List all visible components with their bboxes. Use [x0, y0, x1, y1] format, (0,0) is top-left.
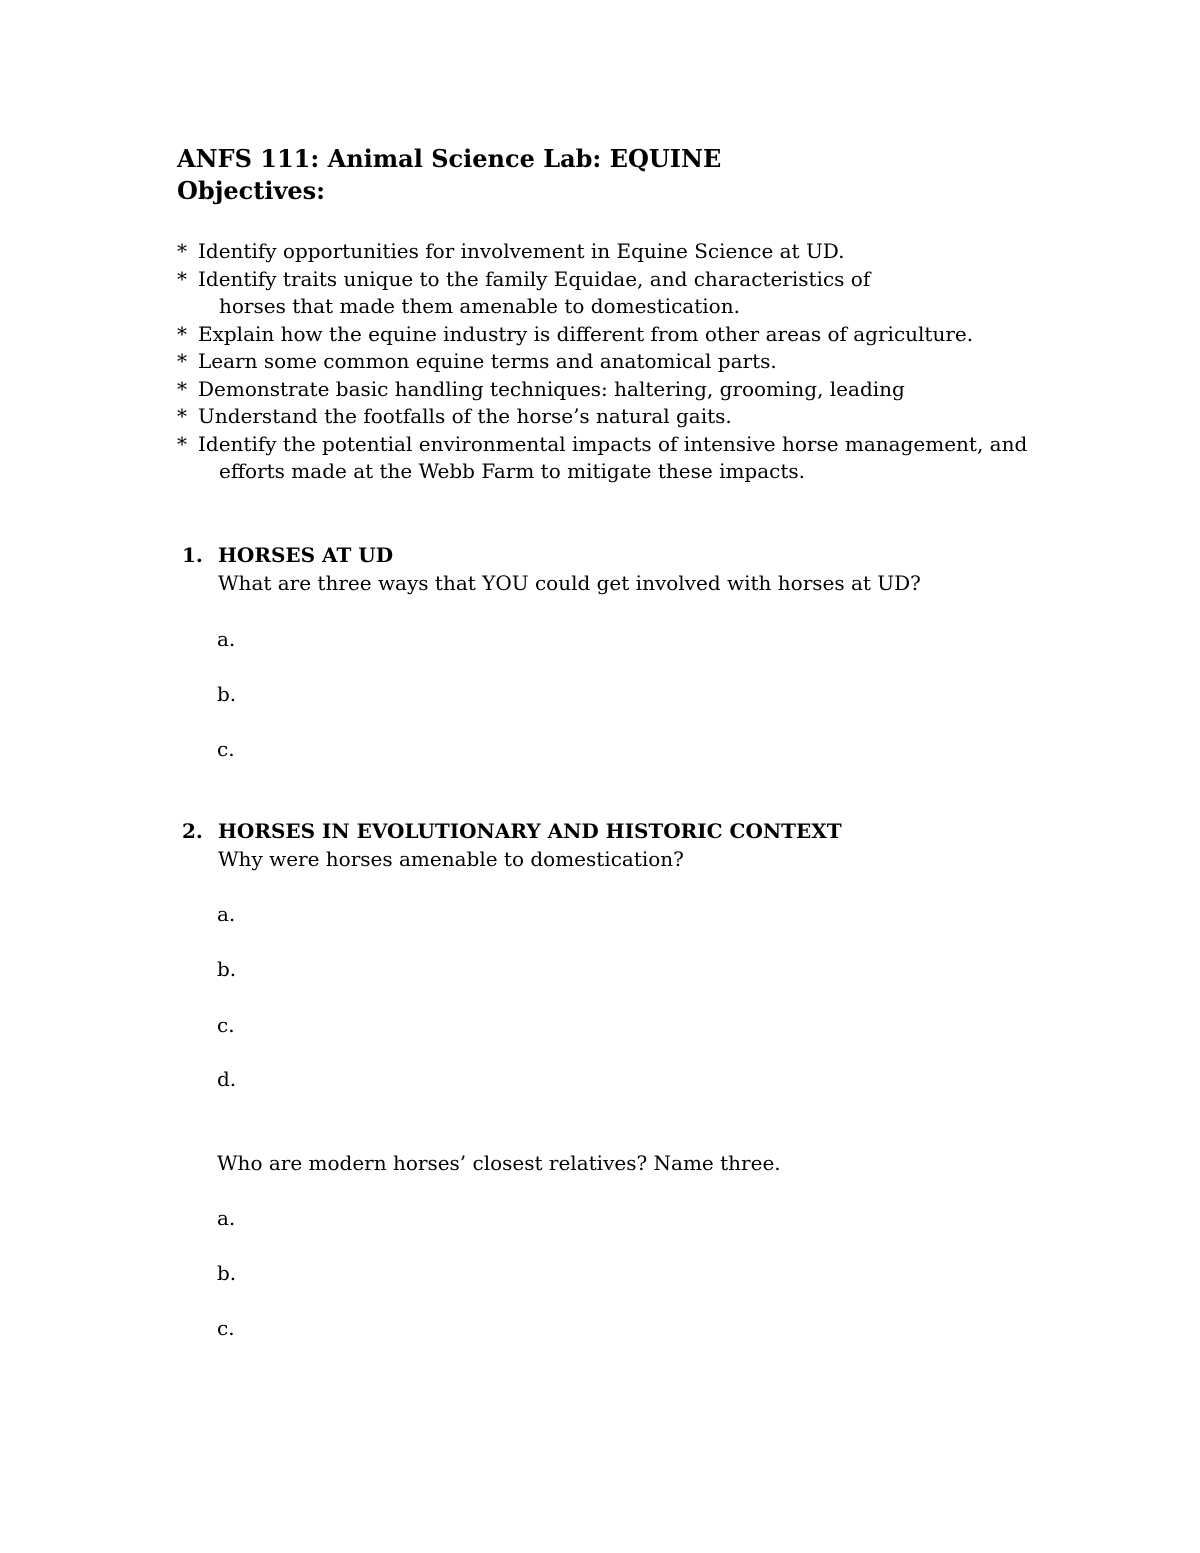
- bullet-marker: *: [177, 349, 187, 373]
- objectives-heading: Objectives:: [177, 176, 326, 205]
- objective-item: [177, 266, 1037, 321]
- answer-label-d: d.: [217, 1067, 237, 1091]
- objective-text: Understand the footfalls of the horse’s natural gaits.: [198, 404, 732, 428]
- section-number: 2.: [182, 819, 203, 843]
- section-heading: HORSES AT UD: [218, 543, 394, 567]
- bullet-marker: *: [177, 321, 187, 346]
- objective-text: Identify the potential environmental impacts of intensive horse management, and: [198, 431, 1028, 456]
- document-title: ANFS 111: Animal Science Lab: EQUINE: [177, 144, 722, 173]
- bullet-marker: *: [177, 239, 187, 263]
- section-heading: HORSES IN EVOLUTIONARY AND HISTORIC CONTEXT: [218, 819, 842, 843]
- objective-item: [177, 321, 1037, 349]
- objective-text: Demonstrate basic handling techniques: haltering, grooming, leading: [198, 376, 905, 401]
- answer-label-c: c.: [217, 1013, 235, 1037]
- bullet-marker: *: [177, 431, 187, 456]
- section-question: Why were horses amenable to domestication?: [218, 847, 684, 871]
- objective-item: [177, 431, 1037, 486]
- objective-text: Learn some common equine terms and anatomical parts.: [198, 349, 777, 373]
- objective-item: [177, 348, 1037, 376]
- answer-label-a: a.: [217, 627, 236, 651]
- bullet-marker: *: [177, 376, 187, 401]
- objective-item: [177, 238, 1037, 266]
- answer-label-a: a.: [217, 902, 236, 926]
- bullet-marker: *: [177, 404, 187, 428]
- section-question-relatives: Who are modern horses’ closest relatives? Name three.: [217, 1151, 781, 1175]
- answer-label-b: b.: [217, 957, 237, 981]
- section-number: 1.: [182, 543, 203, 567]
- bullet-marker: *: [177, 266, 187, 291]
- objective-text: Identify traits unique to the family Equidae, and characteristics of: [198, 266, 871, 291]
- objective-item: [177, 403, 1037, 431]
- answer-label-b: b.: [217, 682, 237, 706]
- objective-item: [177, 376, 1037, 404]
- objective-text: Identify opportunities for involvement in Equine Science at UD.: [198, 239, 845, 263]
- objective-text-continued: horses that made them amenable to domestication.: [219, 294, 740, 318]
- section-question: What are three ways that YOU could get involved with horses at UD?: [218, 571, 921, 595]
- objective-text-continued: efforts made at the Webb Farm to mitigate these impacts.: [219, 459, 806, 483]
- answer-label-a: a.: [217, 1206, 236, 1230]
- answer-label-c: c.: [217, 1316, 235, 1340]
- answer-label-c: c.: [217, 737, 235, 761]
- objective-text: Explain how the equine industry is different from other areas of agriculture.: [198, 321, 974, 346]
- answer-label-b: b.: [217, 1261, 237, 1285]
- objectives-list: [177, 238, 1037, 486]
